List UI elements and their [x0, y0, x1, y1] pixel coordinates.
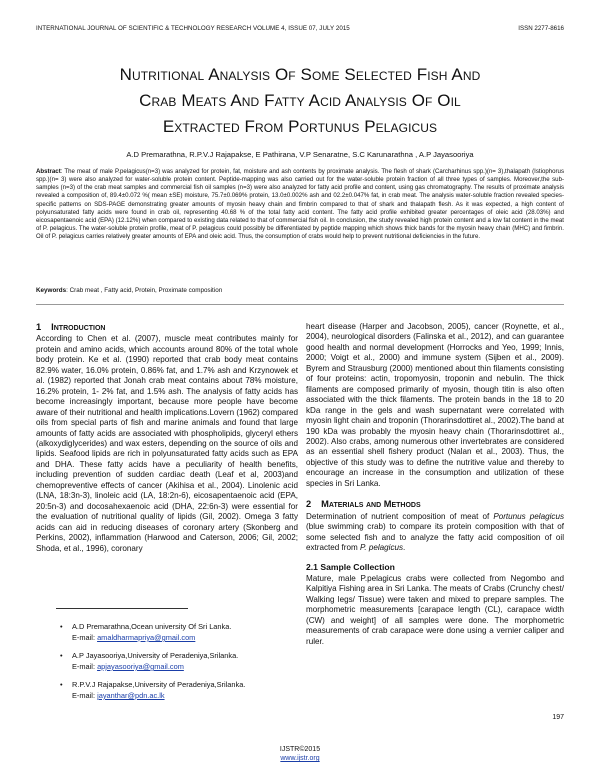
affiliation: A.P Jayasooriya,University of Peradeniya,Srilanka.	[72, 651, 239, 660]
abstract-label: Abstract	[36, 168, 61, 175]
title-line-1: Nutritional Analysis Of Some Selected Fish And	[119, 65, 481, 84]
page-footer	[0, 745, 600, 763]
keywords-label: Keywords	[36, 287, 67, 294]
left-column	[36, 322, 298, 554]
affiliation: R.P.V.J Rajapakse,University of Peradeniya,Srilanka.	[72, 680, 246, 689]
section-divider	[36, 304, 564, 305]
keywords	[36, 287, 222, 294]
email-label: E-mail:	[72, 691, 98, 700]
footnote-item	[60, 650, 300, 672]
section-number: 1	[36, 322, 42, 332]
intro-paragraph-continued: heart disease (Harper and Jacobson, 2005), cancer (Roynette, et al., 2004), neurological disorders (Falinska et al., 2012), and can guarantee good health and normal development (Horrocks and Yeo, 1999; Innis, 2000; Voigt et al., 2000) and immune system (Sijben et al., 2009). Byrem and Strausburg (2000) mentioned about thin filaments consisting of four proteins: actin, tropomyosin, troponin and nebulin. The thick filaments are composed primarily of myosin, though titin is also often associated with the thick filaments. The protein bands in the 18 to 20 kDa range in the gels and wash supernatant were correlated with myosin light chain and troponin (Thorarinsdottiret al., 2002).The band at 190 kDa was probably the myosin heavy chain (Thorarinsdottiret al., 2002). Also crabs, among numerous other invertebrates are considered as an essential shell fishery product (Nalan et al., 2003). Thus, the objective of this study was to define the nutritive value and thereby to encourage an increase in the consumption and utilization of these species in Sri Lanka.	[306, 322, 564, 488]
footer-code: IJSTR©2015	[279, 746, 321, 753]
section-title: Introduction	[51, 322, 106, 332]
author-footnotes	[60, 621, 300, 708]
journal-header: INTERNATIONAL JOURNAL OF SCIENTIFIC & TECHNOLOGY RESEARCH VOLUME 4, ISSUE 07, JULY 2015	[36, 25, 350, 32]
email-label: E-mail:	[72, 662, 98, 671]
species-name: P. pelagicus	[359, 543, 404, 553]
section-number: 2	[306, 499, 312, 510]
email-link[interactable]: amaldharmapriya@gmail.com	[97, 633, 196, 642]
bullet-icon: •	[60, 622, 63, 631]
affiliation: A.D Premarathna,Ocean university Of Sri Lanka.	[72, 622, 232, 631]
issn-header: ISSN 2277-8616	[518, 25, 564, 32]
title-line-3: Extracted From Portunus Pelagicus	[162, 117, 438, 136]
footnote-divider	[56, 608, 188, 609]
footnote-item	[60, 621, 300, 643]
footer-url-link[interactable]: www.ijstr.org	[280, 755, 320, 762]
methods-paragraph	[306, 512, 564, 554]
email-link[interactable]: jayanthar@pdn.ac.lk	[97, 691, 165, 700]
methods-text: Determination of nutrient composition of meat of	[306, 511, 494, 521]
subsection-heading: 2.1 Sample Collection	[306, 561, 395, 572]
section-title: Materials and Methods	[321, 499, 421, 510]
section-heading-introduction	[36, 322, 298, 332]
bullet-icon: •	[60, 651, 63, 660]
title-line-2: Crab Meats And Fatty Acid Analysis Of Oil	[139, 91, 461, 110]
intro-paragraph: According to Chen et al. (2007), muscle meat contributes mainly for protein and amino acids, which accounts around 80% of the total whole body protein. Ke et al. (1990) reported that crab body meat contains 82.9% water, 16.0% protein, 0.86% fat, and 1.7% ash and Krzynowek et al. (1982) reported that Jonah crab meat contains about 78% moisture, 16.2% protein, 1- 2% fat, and 1.5% ash. The analysis of fatty acids has become increasingly important, because more people have become aware of their nutritional and health implications.Lovern (1962) compared oils from special parts of fish and marine animals and found that large amounts of fatty acids are associated with phospholipids, glyceryl ethers (alkoxydiglycerides) and wax esters, depending on the source of oils and lipids. Seafood lipids are rich in polyunsaturated fatty acids such as EPA and DHA. These fatty acids have a peculiarity of health benefits, including prevention of sudden cardiac death (Leaf et al, 2003)and chemopreventive effects of cancer (Akihisa et al., 2004). Linolenic acid (LNA, 18:3n-3), linoleic acid (LA, 18:2n-6), eicosapentaenoic acid (EPA, 20:5n-3) and docosahexaenoic acid (DHA, 22:6n-3) were essential for the evaluation of nutritional quality of lipids (Gil, 2002). Omega 3 fatty acids can aid in reducing diseases of coronary artery (Skonberg and Perkins, 2002), inflammation (Harwood and Caterson, 2006; Gil, 2002; Shoda, et al., 1996), coronary	[36, 334, 298, 553]
email-link[interactable]: apjayasooriya@gmail.com	[97, 662, 184, 671]
page-number: 197	[552, 714, 564, 721]
abstract	[36, 168, 564, 241]
bullet-icon: •	[60, 680, 63, 689]
author-list: A.D Premarathna, R.P.V.J Rajapakse, E Pathirana, V.P Senaratne, S.C Karunarathna , A.P Jayasooriya	[126, 150, 474, 159]
sample-collection-paragraph: Mature, male P.pelagicus crabs were collected from Negombo and Kalpitiya Fishing area in Sri Lanka. The meats of Crabs (Crunchy chest/ Walking legs/ Tissue) were taken and mixed to prepare samples. The morphometric measurements [carapace length (CL), carapace width (CW) and weight] of all samples were done. The morphometric measurements of crab carapace were done using a vernier caliper and ruler.	[306, 573, 564, 646]
species-name: Portunus pelagicus	[493, 511, 564, 521]
email-label: E-mail:	[72, 633, 98, 642]
methods-text: (blue swimming crab) to compare its protein composition with that of some selected fish and to analyze the fatty acid composition of oil extracted from	[306, 522, 564, 553]
section-heading-methods	[306, 499, 564, 509]
right-column	[306, 322, 564, 647]
abstract-text: : The meat of male P.pelagicus(n=3) was analyzed for protein, fat, moisture and ash contents by proximate analysis. The flesh of shark (Carcharhinus spp.)(n= 3),thalapath (Istiophorus spp.)(n= 3) were also analyzed for water-soluble protein content. Peptide-mapping was also carried out for the water-soluble protein fraction of all three types of samples. Moreover,the sub-samples (n=3) of the crab meat samples and commercial fish oil samples (n=3) were also analyzed for fatty acid profile and content, using gas chromatography. The results of proximate analysis revealed a composition of, 89.4±0.072 %( mean ±SE) moisture, 75.7±0.069% protein, 13.0±0.002% ash and 02.2±0.047% fat, in crab meat. The analysis water-soluble fraction revealed species-specific patterns on SDS-PAGE demonstrating greater amounts of myosin heavy chain and fimbrin compared to that of shark and thalapath flesh. As it was expected, a high content of polyunsaturated fatty acids were found in crab oil, representing 40.68 % of the total fatty acid content. The fatty acid profile exhibited greater percentages of oleic acid (28.03%) and eicosapentaenoic acid (EPA) (12.12%) when compared to existing data related to that of commercial fish oil. In conclusion, the study revealed high protein content and a low fat content in the meat of P. pelagicus. The water-soluble protein profile, meat of P. pelagicus could possibly be differentiated by peptide mapping which shows thick bands for the myosin heavy chain (MHC) and fimbrin. Oil of P. pelagicus carries relatively greater amounts of EPA and oleic acid. Thus, the consumption of crabs would help to prevent nutritional deficiencies in the future.	[36, 168, 564, 241]
footnote-item	[60, 679, 300, 701]
keywords-text: : Crab meat , Fatty acid, Protein, Proximate composition	[66, 287, 223, 294]
paper-title	[30, 62, 570, 140]
methods-text: .	[403, 543, 406, 553]
